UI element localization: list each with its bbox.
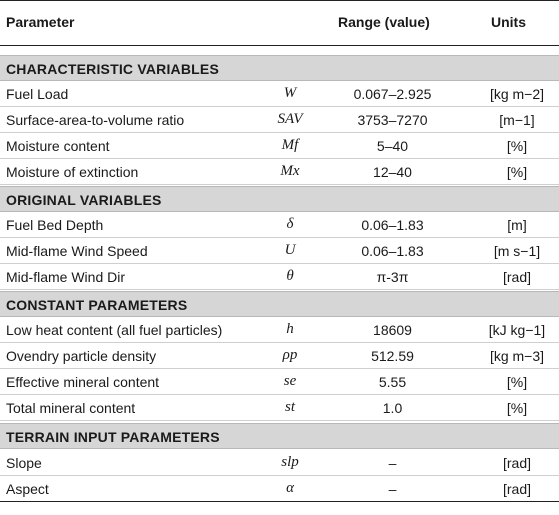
header-parameter: Parameter: [6, 14, 75, 30]
param-range: –: [388, 481, 397, 497]
param-units: [rad]: [502, 455, 531, 471]
param-units: [%]: [506, 374, 528, 390]
param-symbol: ρp: [282, 347, 298, 363]
header-range: Range (value): [338, 14, 430, 30]
param-name: Mid-flame Wind Dir: [6, 269, 126, 285]
table-row: [0, 369, 559, 395]
section-title: CHARACTERISTIC VARIABLES: [6, 61, 219, 77]
table-row: [0, 212, 559, 238]
param-units: [rad]: [502, 481, 531, 497]
param-range: 5–40: [376, 138, 409, 154]
section-title: TERRAIN INPUT PARAMETERS: [6, 429, 220, 445]
param-range: 0.06–1.83: [361, 217, 424, 233]
param-name: Surface-area-to-volume ratio: [6, 112, 185, 128]
table-row: [0, 133, 559, 159]
param-units: [kg m−2]: [489, 86, 545, 102]
param-symbol: U: [284, 242, 296, 258]
param-symbol: Mf: [281, 137, 299, 153]
param-units: [rad]: [502, 269, 531, 285]
param-range: 18609: [373, 322, 412, 338]
param-name: Total mineral content: [6, 400, 136, 416]
section-header: [0, 291, 559, 317]
param-range: π-3π: [376, 269, 409, 285]
param-units: [%]: [506, 400, 528, 416]
param-name: Moisture of extinction: [6, 164, 139, 180]
param-symbol: slp: [281, 454, 299, 470]
param-units: [kJ kg−1]: [488, 322, 546, 338]
param-range: –: [388, 455, 397, 471]
param-name: Effective mineral content: [6, 374, 160, 390]
param-symbol: Mx: [280, 163, 300, 179]
param-range: 5.55: [378, 374, 407, 390]
param-symbol: se: [283, 373, 297, 389]
param-range: 3753–7270: [357, 112, 428, 128]
param-units: [%]: [506, 164, 528, 180]
param-symbol: st: [284, 399, 295, 415]
param-units: [m]: [507, 217, 527, 233]
table-row: [0, 264, 559, 290]
param-name: Fuel Load: [6, 86, 69, 102]
param-units: [m s−1]: [493, 243, 541, 259]
param-units: [kg m−3]: [489, 348, 545, 364]
table-row: [0, 159, 559, 185]
section-header: [0, 186, 559, 212]
table-row: [0, 395, 559, 421]
param-units: [m−1]: [499, 112, 535, 128]
table-row: [0, 107, 559, 133]
param-range: 512.59: [371, 348, 414, 364]
param-range: 0.067–2.925: [353, 86, 432, 102]
table-row: [0, 81, 559, 107]
param-symbol: θ: [286, 268, 294, 284]
param-name: Moisture content: [6, 138, 110, 154]
param-name: Low heat content (all fuel particles): [6, 322, 223, 338]
section-title: CONSTANT PARAMETERS: [6, 297, 188, 313]
table-row: [0, 476, 559, 502]
param-symbol: h: [286, 321, 294, 337]
param-name: Fuel Bed Depth: [6, 217, 104, 233]
param-name: Mid-flame Wind Speed: [6, 243, 148, 259]
table-row: [0, 450, 559, 476]
param-symbol: W: [283, 85, 297, 101]
param-symbol: α: [286, 480, 294, 496]
param-range: 12–40: [373, 164, 412, 180]
section-title: ORIGINAL VARIABLES: [6, 192, 162, 208]
param-units: [%]: [506, 138, 528, 154]
param-name: Aspect: [6, 481, 49, 497]
table-row: [0, 317, 559, 343]
param-name: Ovendry particle density: [6, 348, 157, 364]
table-row: [0, 343, 559, 369]
table-header: [0, 0, 559, 46]
section-header: [0, 55, 559, 81]
header-units: Units: [491, 14, 526, 30]
param-range: 1.0: [382, 400, 403, 416]
param-range: 0.06–1.83: [361, 243, 424, 259]
table-row: [0, 238, 559, 264]
param-name: Slope: [6, 455, 42, 471]
param-symbol: SAV: [277, 111, 303, 127]
param-symbol: δ: [286, 216, 294, 232]
section-header: [0, 423, 559, 449]
